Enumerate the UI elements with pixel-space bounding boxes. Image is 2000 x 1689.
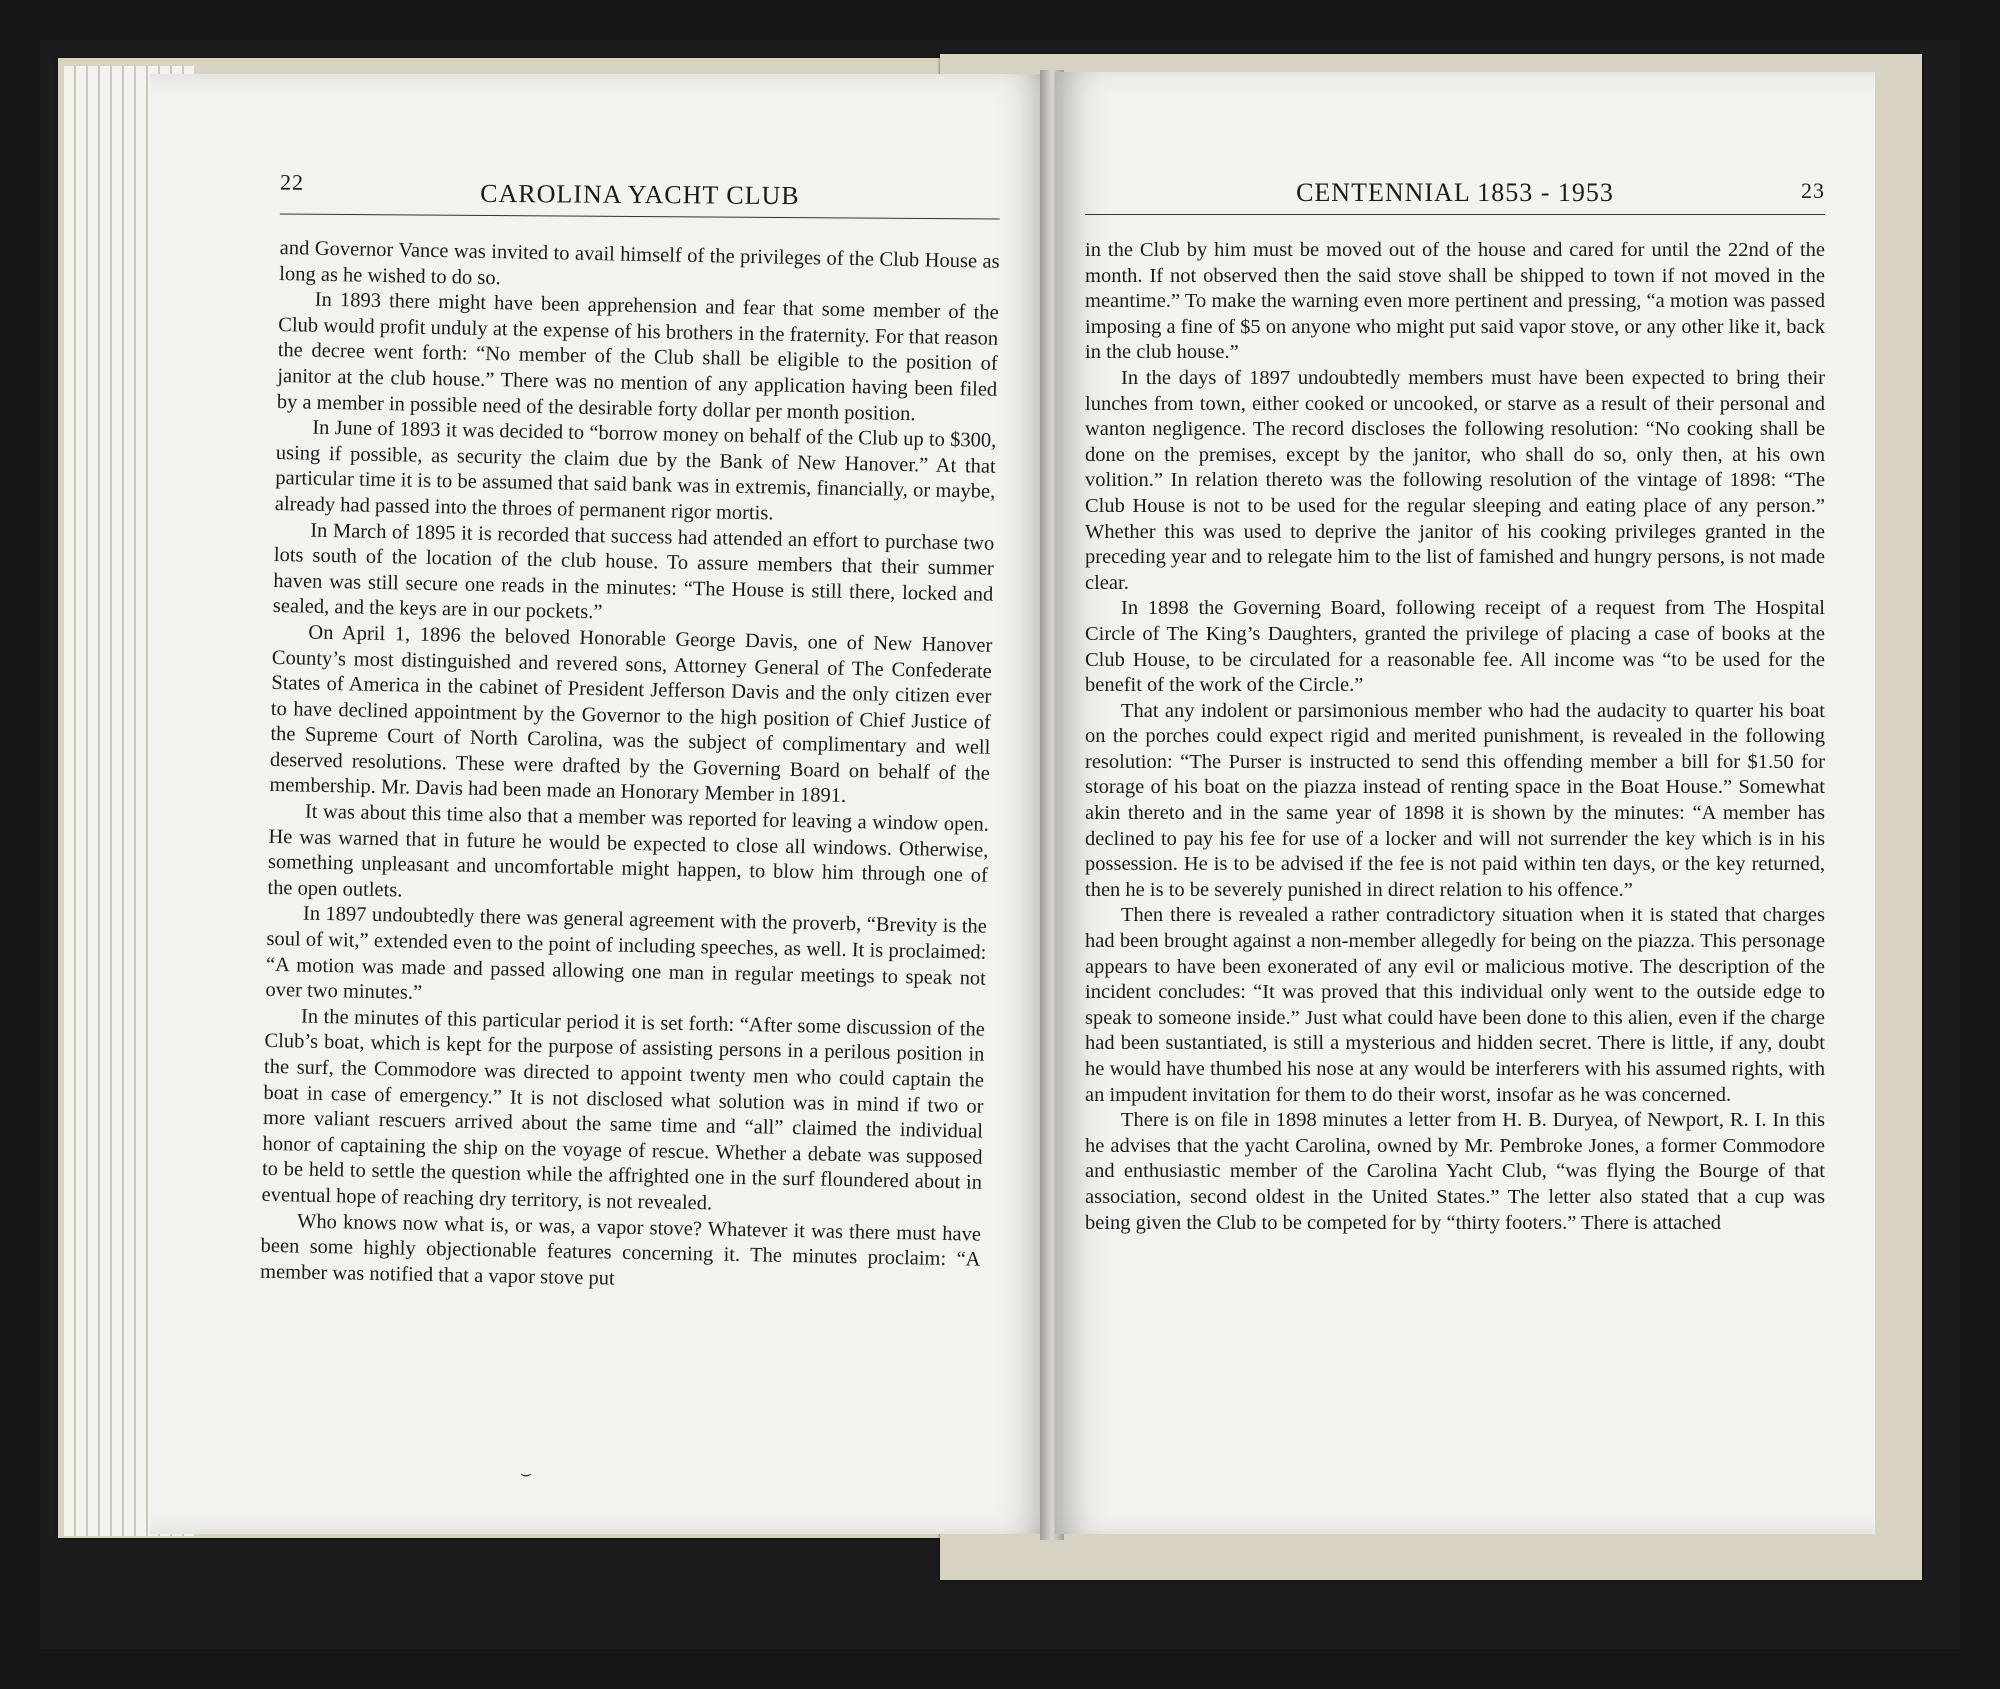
paragraph: It was about this time also that a member was reported for leaving a window open. He was warned that in future he would be expected to close all windows. Otherwise, something unpleasant and uncomfortable might happen, to blow him through one of the open outlets. — [267, 800, 990, 902]
page-number: 23 — [1801, 178, 1825, 203]
paragraph: In the days of 1897 undoubtedly members must have been expected to bring their lunches from town, either cooked or uncooked, or starve as a result of their personal and wanton negligence. The record discloses the following resolution: “No cooking shall be done on the premises, except by the janitor, who shall do so, only then, at his own volition.” In relation thereto was the following resolution of the vintage of 1898: “The Club House is not to be used for the regular sleeping and eating place of any person.” Whether this was used to deprive the janitor of his cooking privileges granted in the preceding year and to relegate him to the list of famished and hungry persons, is not made clear. — [1085, 366, 1825, 594]
right-page — [1055, 72, 1875, 1534]
paragraph: That any indolent or parsimonious member who had the audacity to quarter his boat on the porches could expect rigid and merited punishment, is revealed in the following resolution: “The Purser is instructed to send this offending member a bill for $1.50 for storage of his boat on the piazza instead of renting space in the Boat House.” Somewhat akin thereto and in the same year of 1898 it is shown by the minutes: “A member has declined to pay his fee for use of a locker and will not surrender the key which is in his possession. He is to be advised if the fee is not paid within ten days, or the key returned, then he is to be severely punished in direct relation to his offence.” — [1085, 699, 1825, 901]
page-number: 22 — [279, 169, 305, 195]
paragraph: In March of 1895 it is recorded that success had attended an effort to purchase two lots south of the location of the club house. To assure members that their summer haven was still secure one reads in the minutes: “The House is still there, locked and sealed, and the keys are in our pockets.” — [272, 519, 995, 624]
paragraph: On April 1, 1896 the beloved Honorable George Davis, one of New Hanover County’s most distinguished and revered sons, Attorney General of The Confederate States of America in the cabinet of President Jefferson Davis and the only citizen ever to have declined appointment by the Governor to the high position of Chief Justice of the Supreme Court of North Carolina, was the subject of complimentary and well deserved resolutions. These were drafted by the Governing Board on behalf of the membership. Mr. Davis had been made an Honorary Member in 1891. — [269, 621, 993, 808]
left-page-header — [280, 169, 1000, 214]
right-page-header — [1085, 170, 1825, 210]
header-rule — [280, 213, 1000, 219]
left-page — [150, 74, 1050, 1534]
paragraph: There is on file in 1898 minutes a letter from H. B. Duryea, of Newport, R. I. In this he advises that the yacht Carolina, owned by Mr. Pembroke Jones, a former Commodore and enthusiastic member of the Carolina Yacht Club, “was flying the Bourge of that association, second oldest in the United States.” The letter also stated that a cup was being given the Club to be competed for by “thirty footers.” There is attached — [1085, 1109, 1825, 1234]
right-page-body — [1085, 238, 1825, 1384]
paragraph: In 1897 undoubtedly there was general agreement with the proverb, “Brevity is the soul of wit,” extended even to the point of including speeches, as well. It is proclaimed: “A motion was made and passed allowing one man in regular meetings to speak not over two minutes.” — [265, 903, 988, 1005]
paragraph: In the minutes of this particular period it is set forth: “After some discussion of the Club’s boat, which is kept for the purpose of assisting persons in a perilous position in the surf, the Commodore was directed to appoint twenty men who could captain the boat in case of emergency.” It is not disclosed what solution was in mind if two or more valiant rescuers arrived about the same time and “all” claimed the individual honor of captaining the ship on the voyage of rescue. Whether a debate was supposed to be held to settle the question while the affrighted one in the surf floundered about in eventual hope of reaching dry territory, is not revealed. — [261, 1005, 986, 1215]
left-page-body — [258, 236, 1000, 1398]
paragraph: In June of 1893 it was decided to “borrow money on behalf of the Club up to $300, using if possible, as security the claim due by the Bank of New Hanover.” At that particular time it is to be assumed that said bank was in extremis, financially, or maybe, already had passed into the throes of permanent rigor mortis. — [274, 416, 997, 525]
paragraph: in the Club by him must be moved out of the house and cared for until the 22nd of the month. If not observed then the said stove shall be shipped to town if not moved in the meantime.” To make the warning even more pertinent and pressing, “a motion was passed imposing a fine of $5 on anyone who might put said vapor stove, or any other like it, back in the club house.” — [1085, 239, 1825, 364]
footer-mark: ⌣ — [520, 1463, 532, 1483]
paragraph: In 1893 there might have been apprehension and fear that some member of the Club would profit unduly at the expense of his brothers in the fraternity. For that reason the decree went forth: “No member of the Club shall be eligible to the position of janitor at the club house.” There was no mention of any application having been filed by a member in possible need of the desirable forty dollar per month position. — [276, 288, 999, 425]
running-head: CAROLINA YACHT CLUB — [480, 178, 800, 211]
paragraph: Then there is revealed a rather contradictory situation when it is stated that charges had been brought against a non-member allegedly for being on the piazza. This personage appears to have been exonerated of any evil or malicious motive. The description of the incident concludes: “It was proved that this individual only went to the outside edge to speak to someone inside.” Just what could have been done to this alien, even if the charge had been sustantiated, is still a mysterious and hidden secret. There is little, if any, doubt he would have thumbed his nose at any would be interferers with his assumed rights, with an impudent invitation for them to do their worst, insofar as he was concerned. — [1085, 904, 1825, 1106]
running-head: CENTENNIAL 1853 - 1953 — [1296, 178, 1614, 207]
paragraph: In 1898 the Governing Board, following receipt of a request from The Hospital Circle of The King’s Daughters, granted the privilege of placing a case of books at the Club House, to be circulated for a reasonable fee. All income was “to be used for the benefit of the work of the Circle.” — [1085, 597, 1825, 697]
paragraph: and Governor Vance was invited to avail himself of the privileges of the Club House as long as he wished to do so. — [279, 236, 1000, 289]
header-rule — [1085, 214, 1825, 215]
paragraph: Who knows now what is, or was, a vapor stove? Whatever it was there must have been some highly objectionable features concerning it. The minutes proclaim: “A member was notified that a vapor stove put — [259, 1210, 982, 1290]
